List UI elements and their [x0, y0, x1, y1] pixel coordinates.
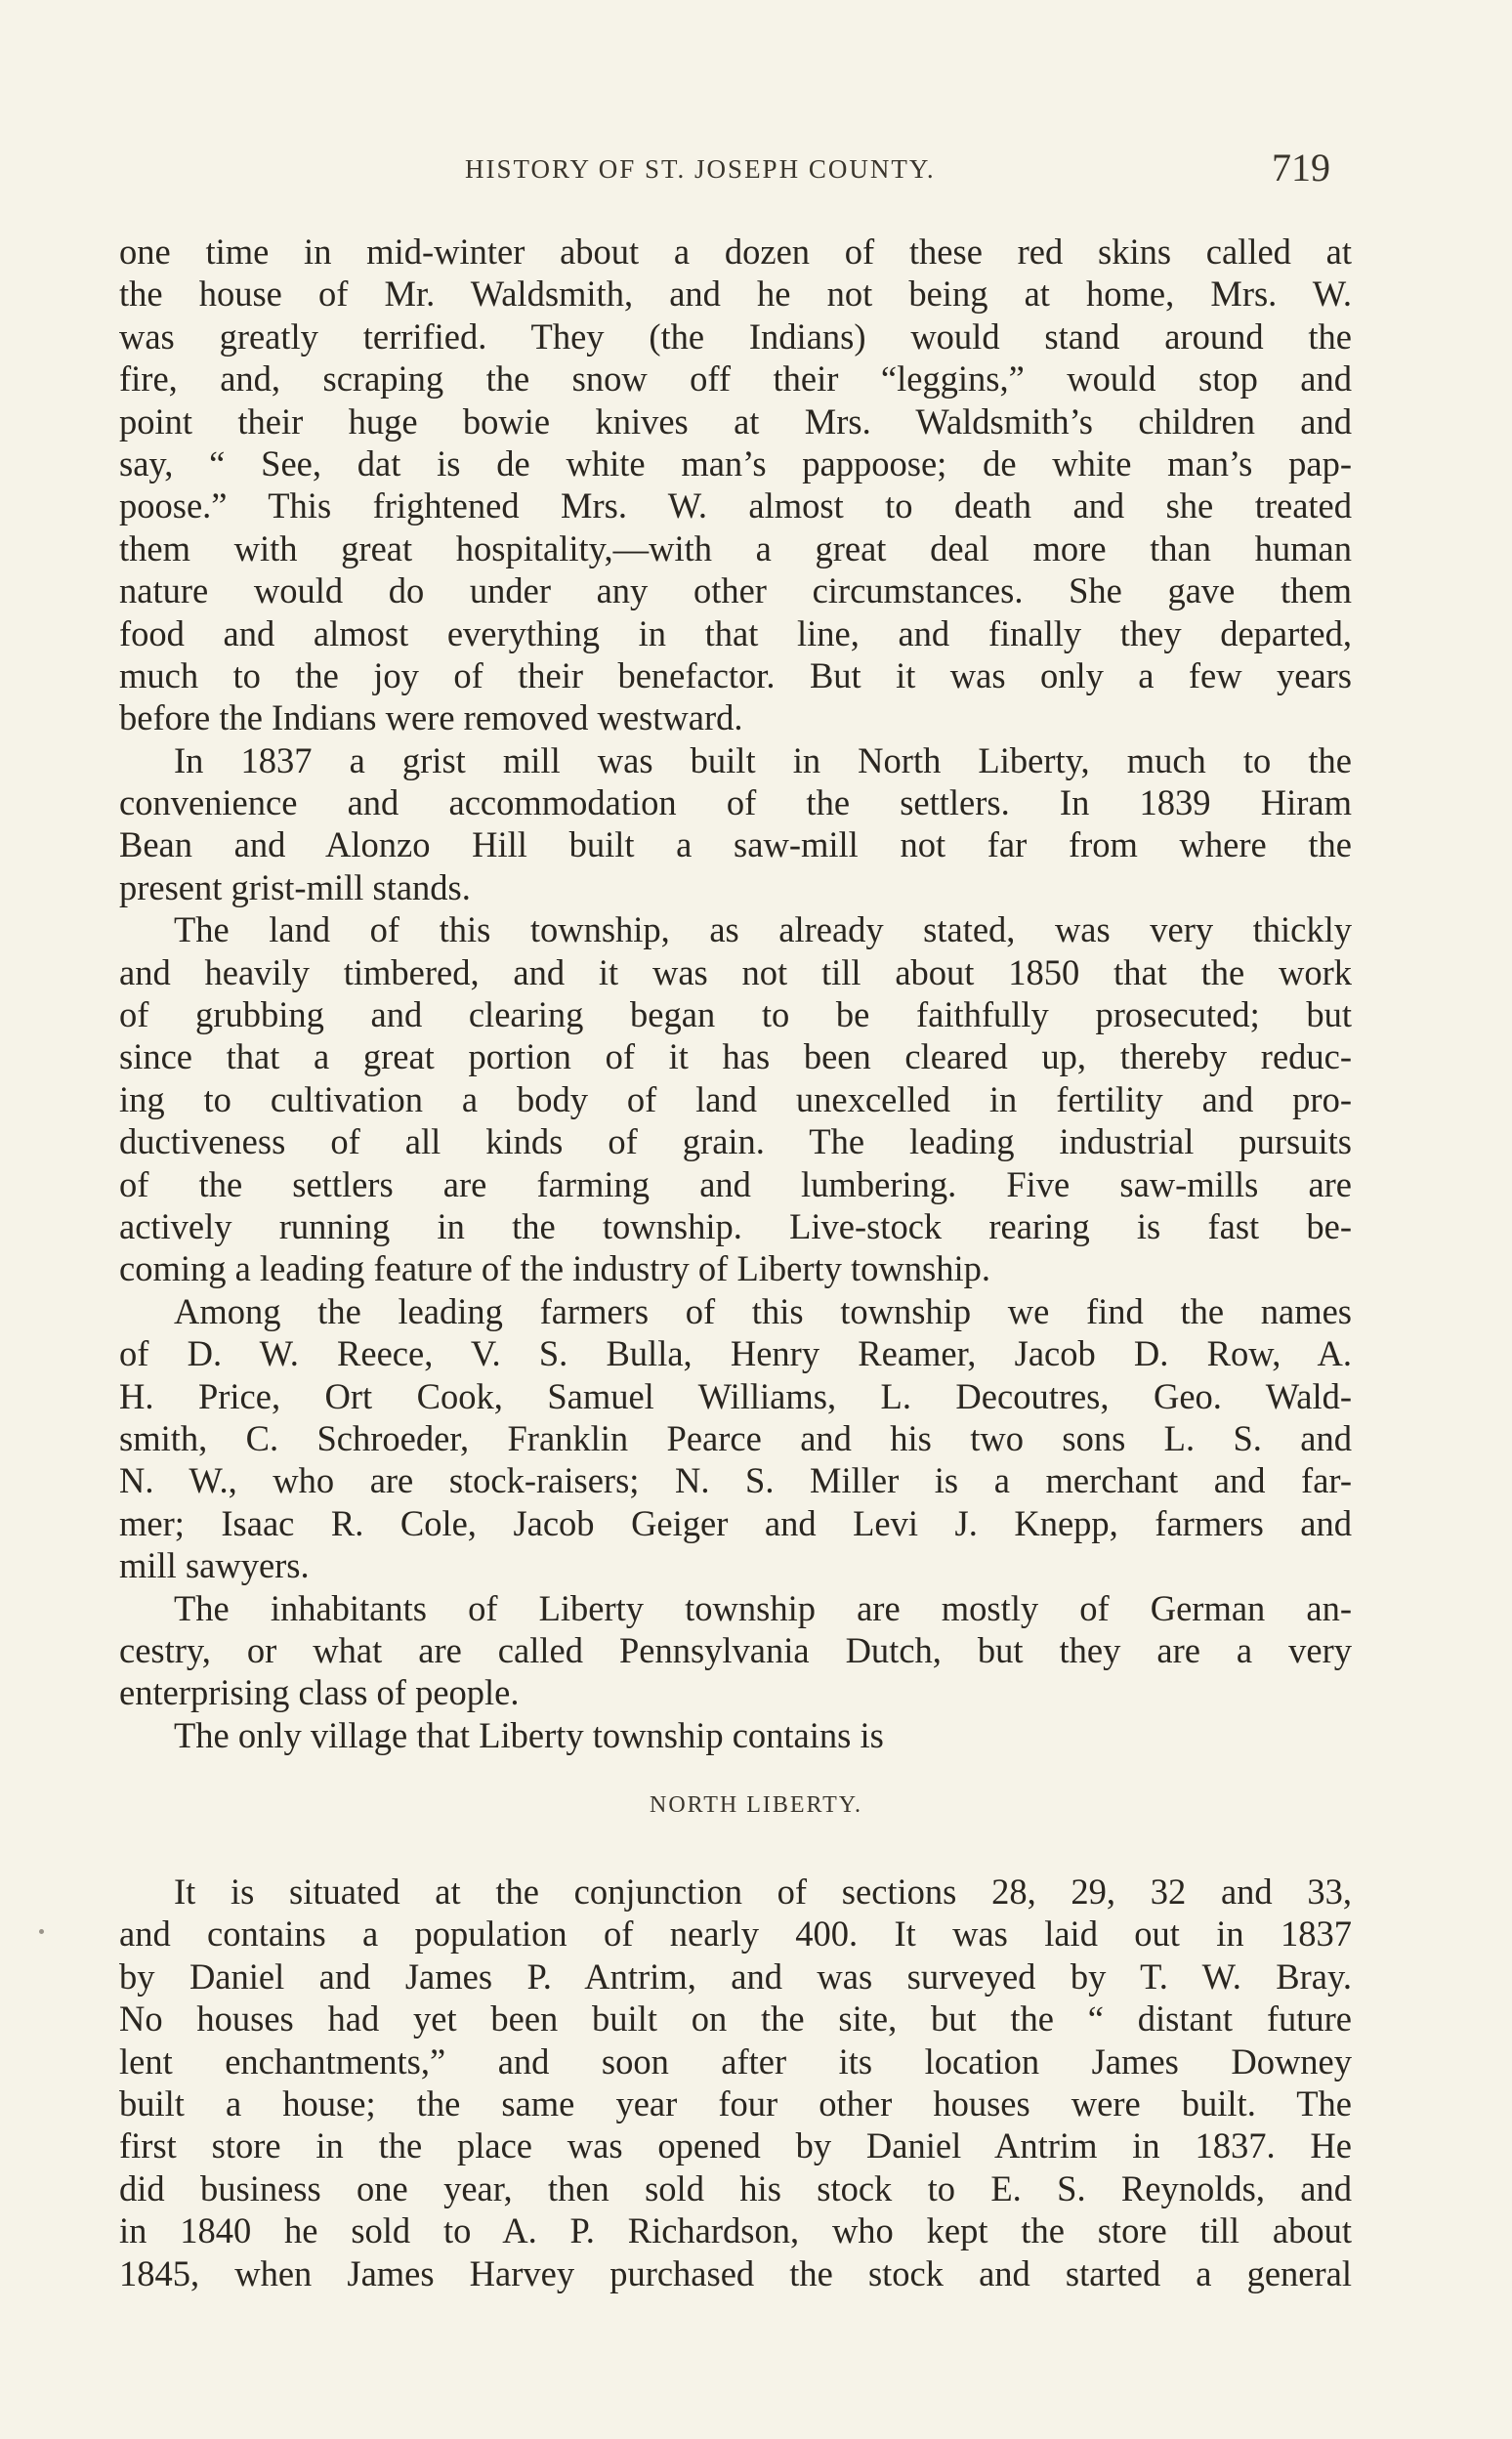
text-line: of the settlers are farming and lumbering. Five saw-mills are: [119, 1163, 1352, 1204]
text-line: first store in the place was opened by Daniel Antrim in 1837. He: [119, 2125, 1352, 2166]
running-head-title: HISTORY OF ST. JOSEPH COUNTY.: [465, 154, 936, 184]
text-line: convenience and accommodation of the settlers. In 1839 Hiram: [119, 782, 1352, 823]
text-line: before the Indians were removed westward.: [119, 697, 743, 738]
text-line: poose.” This frightened Mrs. W. almost to death and she treated: [119, 485, 1352, 526]
text-line: much to the joy of their benefactor. But it was only a few years: [119, 654, 1352, 695]
text-line: No houses had yet been built on the site, but the “ distant future: [119, 1998, 1352, 2040]
text-line: fire, and, scraping the snow off their “leggins,” would stop and: [119, 358, 1352, 399]
text-line: H. Price, Ort Cook, Samuel Williams, L. Decoutres, Geo. Wald-: [119, 1375, 1352, 1416]
text-line: present grist-mill stands.: [119, 866, 471, 907]
text-line: lent enchantments,” and soon after its location James Downey: [119, 2040, 1352, 2082]
text-line: did business one year, then sold his stock to E. S. Reynolds, and: [119, 2167, 1352, 2208]
text-line: smith, C. Schroeder, Franklin Pearce and his two sons L. S. and: [119, 1417, 1352, 1458]
text-line: food and almost everything in that line, and finally they departed,: [119, 612, 1352, 653]
paragraph-start-line: It is situated at the conjunction of sections 28, 29, 32 and 33,: [174, 1871, 1352, 1912]
text-line: Bean and Alonzo Hill built a saw-mill not far from where the: [119, 824, 1352, 865]
text-line: of grubbing and clearing began to be faithfully prosecuted; but: [119, 994, 1352, 1035]
paragraph-start-line: The inhabitants of Liberty township are mostly of German an-: [174, 1587, 1352, 1628]
text-line: by Daniel and James P. Antrim, and was surveyed by T. W. Bray.: [119, 1955, 1352, 1997]
text-line: mill sawyers.: [119, 1545, 310, 1586]
text-line: enterprising class of people.: [119, 1672, 520, 1713]
text-line: say, “ See, dat is de white man’s pappoose; de white man’s pap-: [119, 442, 1352, 484]
body-text-section-2: [119, 1871, 1352, 2294]
text-line: ductiveness of all kinds of grain. The leading industrial pursuits: [119, 1121, 1352, 1162]
section-heading: NORTH LIBERTY.: [649, 1792, 862, 1818]
text-line: of D. W. Reece, V. S. Bulla, Henry Reamer, Jacob D. Row, A.: [119, 1333, 1352, 1374]
text-line: one time in mid-winter about a dozen of these red skins called at: [119, 231, 1352, 272]
page-number: 719: [1272, 146, 1330, 189]
paragraph-start-line: The only village that Liberty township contains is: [174, 1714, 884, 1755]
text-line: in 1840 he sold to A. P. Richardson, who kept the store till about: [119, 2210, 1352, 2251]
text-line: coming a leading feature of the industry of Liberty township.: [119, 1248, 990, 1289]
body-text-section-1: [119, 231, 1352, 1756]
text-line: them with great hospitality,—with a great deal more than human: [119, 527, 1352, 568]
text-line: mer; Isaac R. Cole, Jacob Geiger and Levi J. Knepp, farmers and: [119, 1502, 1352, 1543]
paragraph-start-line: Among the leading farmers of this township we find the names: [174, 1290, 1352, 1331]
text-line: built a house; the same year four other houses were built. The: [119, 2082, 1352, 2124]
paragraph-start-line: The land of this township, as already stated, was very thickly: [174, 909, 1352, 950]
text-line: the house of Mr. Waldsmith, and he not being at home, Mrs. W.: [119, 273, 1352, 315]
text-line: ing to cultivation a body of land unexcelled in fertility and pro-: [119, 1078, 1352, 1119]
text-line: cestry, or what are called Pennsylvania Dutch, but they are a very: [119, 1629, 1352, 1670]
paragraph-start-line: In 1837 a grist mill was built in North Liberty, much to the: [174, 739, 1352, 780]
text-line: and contains a population of nearly 400. It was laid out in 1837: [119, 1913, 1352, 1955]
margin-speck: [39, 1929, 44, 1934]
text-line: actively running in the township. Live-stock rearing is fast be-: [119, 1205, 1352, 1246]
text-line: since that a great portion of it has been cleared up, thereby reduc-: [119, 1036, 1352, 1077]
text-line: N. W., who are stock-raisers; N. S. Miller is a merchant and far-: [119, 1460, 1352, 1501]
text-line: 1845, when James Harvey purchased the stock and started a general: [119, 2252, 1352, 2293]
text-line: and heavily timbered, and it was not till about 1850 that the work: [119, 951, 1352, 992]
text-line: nature would do under any other circumstances. She gave them: [119, 570, 1352, 611]
text-line: was greatly terrified. They (the Indians) would stand around the: [119, 315, 1352, 357]
text-line: point their huge bowie knives at Mrs. Waldsmith’s children and: [119, 400, 1352, 442]
